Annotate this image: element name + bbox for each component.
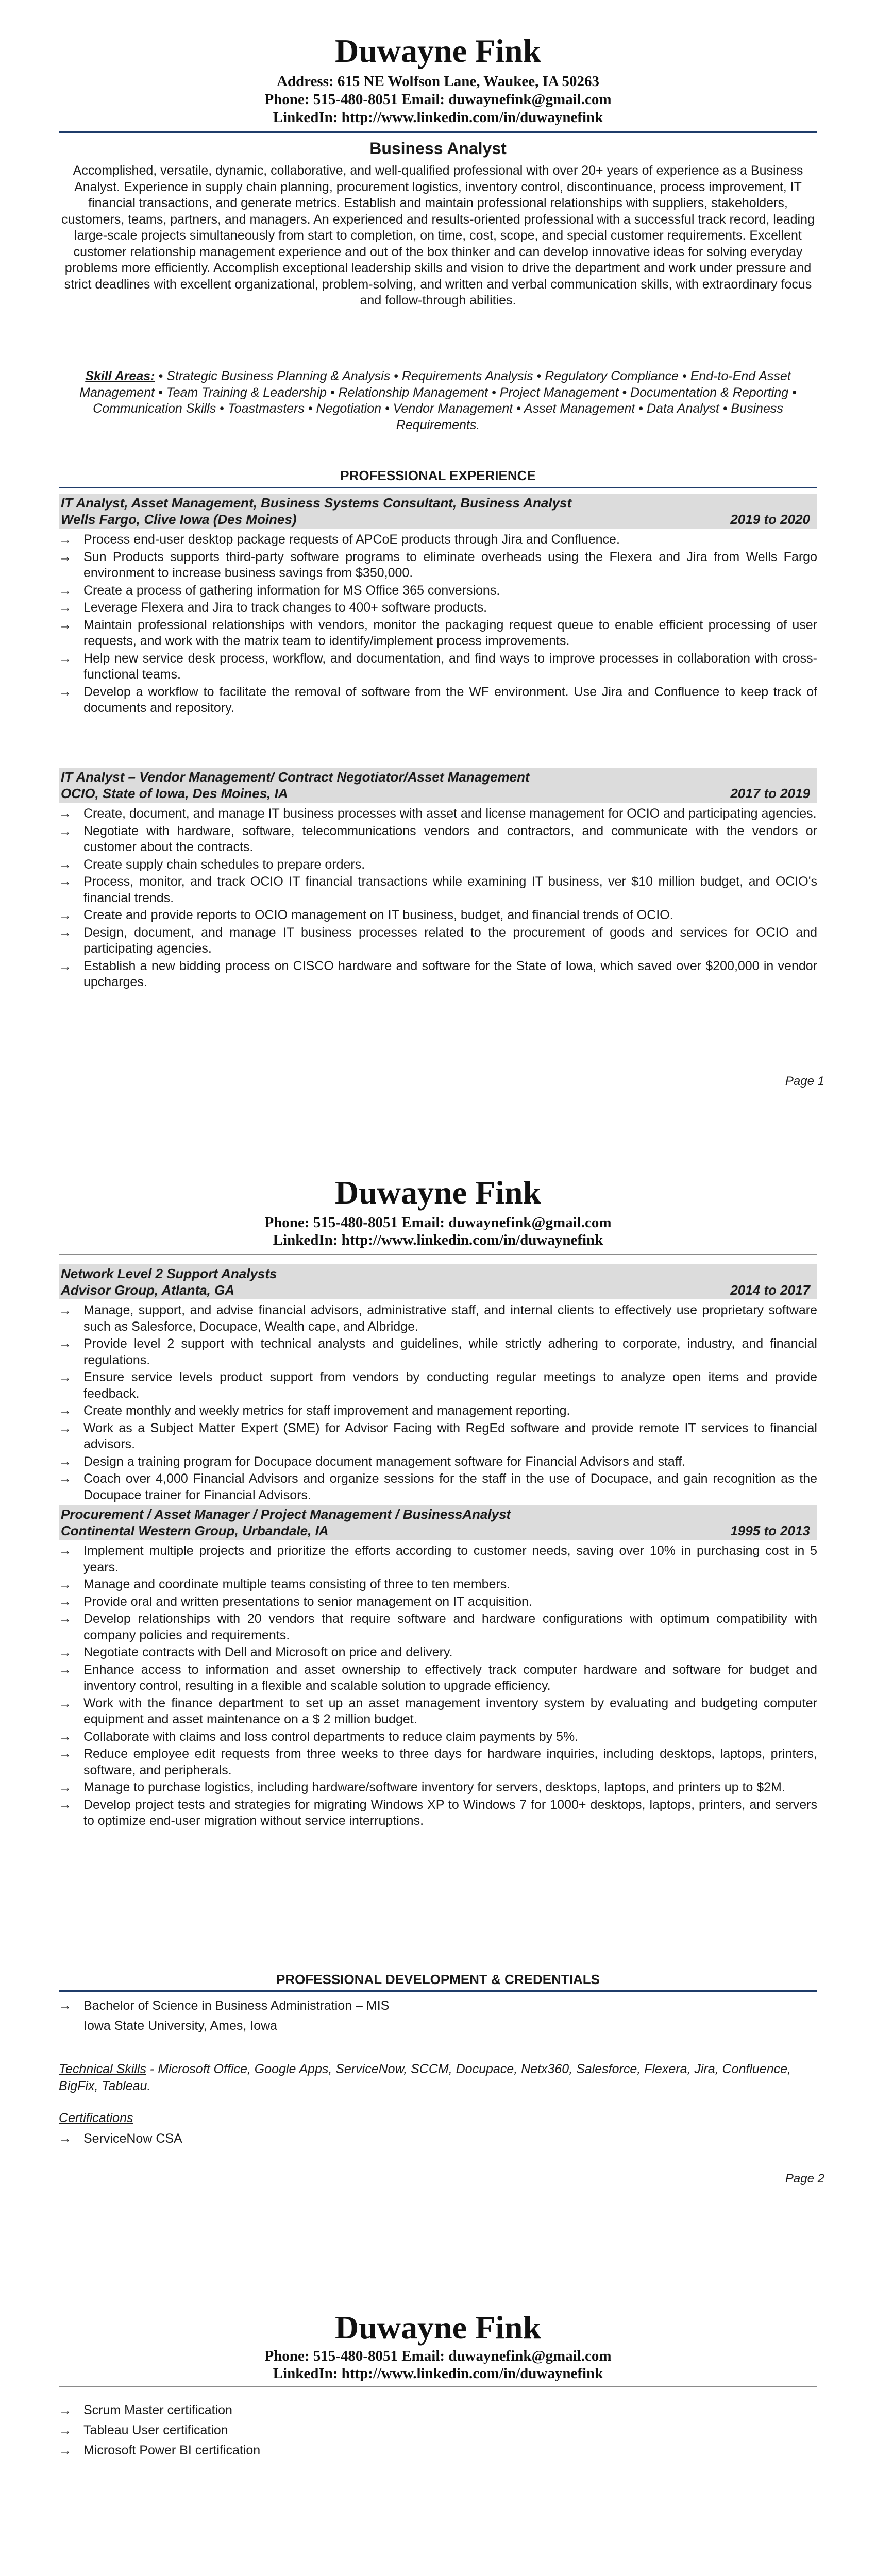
bullet-item: → Enhance access to information and asset ownership to effectively track computer hardware and software for budget and inventory control, resulting in a flexible and scalable solution to upgrade efficiency. [59, 1662, 817, 1693]
credentials-divider [59, 1990, 817, 1992]
job-entry [59, 768, 817, 992]
arrow-icon: → [59, 583, 72, 598]
job-bullets [59, 806, 817, 991]
arrow-icon: → [59, 2131, 72, 2146]
bullet-item: → Provide level 2 support with technical analysts and guidelines, while strictly adhering to corporate, industry, and financial regulations. [59, 1336, 817, 1367]
summary-paragraph: Accomplished, versatile, dynamic, collaborative, and well-qualified professional with over 20+ years of experience as a Business Analyst. Experience in supply chain planning, procurement logistics, inventory control, discontinuance, process improvement, IT financial transactions, and generate metrics. Establish and maintain professional relationships with suppliers, stakeholders, customers, teams, partners, and managers. An experienced and results-oriented professional with a successful track record, leading large-scale projects simultaneously from start to completion, on time, cost, scope, and special customer requirements. Excellent customer relationship management experience and out of the box thinker and can develop innovative ideas for solving everyday problems more efficiently. Accomplish exceptional leadership skills and vision to drive the department and work under pressure and strict deadlines with excellent organizational, problem-solving, and written and verbal communication skills, with extraordinary focus and follow-through abilities. [61, 163, 815, 308]
bullet-item: → Maintain professional relationships with vendors, monitor the packaging request queue to enable efficient processing of user requests, and work with the matrix team to identify/implement process improvements. [59, 617, 817, 648]
job-dates: 2017 to 2019 [730, 786, 810, 801]
linkedin-line: LinkedIn: http://www.linkedin.com/in/duwaynefink [273, 1232, 603, 1248]
bullet-item: → Create monthly and weekly metrics for staff improvement and management reporting. [59, 1403, 817, 1419]
bullet-item: → Leverage Flexera and Jira to track changes to 400+ software products. [59, 600, 817, 616]
job-bullets [59, 1302, 817, 1503]
arrow-icon: → [59, 1403, 72, 1418]
arrow-icon: → [59, 1420, 72, 1435]
arrow-icon: → [59, 874, 72, 889]
bullet-item: → Sun Products supports third-party software programs to eliminate overheads using the Flexera and Jira from Wells Fargo environment to increase business savings from $350,000. [59, 549, 817, 580]
header-divider [59, 1254, 817, 1255]
header-divider [59, 2386, 817, 2387]
resume-page-3 [0, 2267, 876, 2576]
job-company: OCIO, State of Iowa, Des Moines, IA [61, 786, 288, 801]
job-header [59, 494, 817, 529]
bullet-item: → Coach over 4,000 Financial Advisors and organize sessions for the staff in the use of Docupace, and gain recognition as the Docupace trainer for Financial Advisors. [59, 1471, 817, 1502]
arrow-icon: → [59, 1577, 72, 1591]
job-header [59, 1264, 817, 1299]
bullet-item: → Develop a workflow to facilitate the removal of software from the WF environment. Use Jira and Confluence to keep track of documents and repository. [59, 684, 817, 715]
arrow-icon: → [59, 2443, 72, 2458]
arrow-icon: → [59, 1998, 72, 2013]
job-bullets [59, 1543, 817, 1829]
arrow-icon: → [59, 1747, 72, 1761]
technical-skills-text: - Microsoft Office, Google Apps, ServiceNow, SCCM, Docupace, Netx360, Salesforce, Flexera, Jira, Confluence, BigFix, Tableau. [59, 2062, 791, 2093]
bullet-item: → Help new service desk process, workflow, and documentation, and find ways to improve processes in collaboration with cross-functional teams. [59, 651, 817, 682]
arrow-icon: → [59, 1696, 72, 1710]
bullet-item: → Implement multiple projects and prioritize the efforts according to customer needs, saving over 10% in purchasing cost in 5 years. [59, 1544, 817, 1574]
job-entry [59, 1505, 817, 1831]
bullet-item: → Develop project tests and strategies for migrating Windows XP to Windows 7 for 1000+ desktops, laptops, printers, and servers to optimize end-user migration without service interruptions. [59, 1797, 817, 1828]
linkedin-line: LinkedIn: http://www.linkedin.com/in/duwaynefink [273, 2365, 603, 2382]
arrow-icon: → [59, 1729, 72, 1744]
arrow-icon: → [59, 1612, 72, 1626]
bullet-item: → Create and provide reports to OCIO management on IT business, budget, and financial trends of OCIO. [59, 907, 817, 924]
arrow-icon: → [59, 958, 72, 973]
certification-item: → Scrum Master certification [59, 2403, 232, 2417]
degree-text: Bachelor of Science in Business Administration – MIS [83, 1998, 390, 2013]
resume-page-2 [0, 1133, 876, 2267]
technical-skills-label: Technical Skills [59, 2062, 146, 2076]
arrow-icon: → [59, 823, 72, 838]
bullet-item: → Manage, support, and advise financial advisors, administrative staff, and internal clients to effectively use proprietary software such as Salesforce, Docupace, Wealth cape, and Albridge. [59, 1303, 817, 1334]
arrow-icon: → [59, 651, 72, 666]
job-title: IT Analyst, Asset Management, Business Systems Consultant, Business Analyst [61, 495, 572, 511]
arrow-icon: → [59, 1780, 72, 1794]
bullet-item: → Process, monitor, and track OCIO IT financial transactions while examining IT business, ver $10 million budget, and OCIO's financial trends. [59, 874, 817, 905]
page-number: Page 1 [785, 1074, 824, 1088]
page-number: Page 2 [785, 2172, 824, 2185]
bullet-item: → Provide oral and written presentations to senior management on IT acquisition. [59, 1594, 817, 1611]
skill-areas [60, 368, 816, 433]
degree-item [59, 1998, 389, 2014]
bullet-item: → Manage to purchase logistics, including hardware/software inventory for servers, desktops, laptops, and printers up to $2M. [59, 1780, 817, 1796]
resume-page-1 [0, 0, 876, 1133]
phone-email-line: Phone: 515-480-8051 Email: duwaynefink@gmail.com [264, 2348, 612, 2364]
arrow-icon: → [59, 925, 72, 940]
bullet-item: → Create, document, and manage IT business processes with asset and license management for OCIO and participating agencies. [59, 806, 817, 822]
candidate-name: Duwayne Fink [334, 32, 542, 69]
arrow-icon: → [59, 2423, 72, 2437]
arrow-icon: → [59, 617, 72, 632]
arrow-icon: → [59, 684, 72, 699]
arrow-icon: → [59, 532, 72, 547]
credentials-heading: PROFESSIONAL DEVELOPMENT & CREDENTIALS [276, 1972, 600, 1987]
bullet-item: → Ensure service levels product support from vendors by conducting regular meetings to analyze open items and provide feedback. [59, 1370, 817, 1401]
certification-item: → ServiceNow CSA [59, 2131, 182, 2146]
job-header [59, 1505, 817, 1540]
technical-skills [59, 2061, 817, 2095]
job-company: Advisor Group, Atlanta, GA [61, 1282, 235, 1298]
header-divider [59, 131, 817, 133]
bullet-item: → Establish a new bidding process on CISCO hardware and software for the State of Iowa, which saved over $200,000 in vendor upcharges. [59, 958, 817, 989]
arrow-icon: → [59, 1645, 72, 1659]
bullet-item: → Collaborate with claims and loss control departments to reduce claim payments by 5%. [59, 1729, 817, 1745]
candidate-name: Duwayne Fink [334, 1174, 542, 1211]
job-entry [59, 1264, 817, 1504]
arrow-icon: → [59, 806, 72, 821]
professional-title: Business Analyst [369, 139, 507, 158]
arrow-icon: → [59, 1303, 72, 1317]
skill-areas-label: Skill Areas: [85, 369, 155, 383]
job-dates: 2014 to 2017 [730, 1282, 810, 1298]
arrow-icon: → [59, 1370, 72, 1384]
bullet-item: → Create supply chain schedules to prepare orders. [59, 857, 817, 873]
arrow-icon: → [59, 2403, 72, 2417]
job-bullets [59, 532, 817, 717]
bullet-item: → Create a process of gathering information for MS Office 365 conversions. [59, 583, 817, 599]
arrow-icon: → [59, 1797, 72, 1812]
bullet-item: → Develop relationships with 20 vendors that require software and hardware configurations with optimum compatibility with company policies and requirements. [59, 1612, 817, 1642]
job-title: Network Level 2 Support Analysts [61, 1266, 277, 1281]
bullet-item: → Process end-user desktop package requests of APCoE products through Jira and Confluence. [59, 532, 817, 548]
job-header [59, 768, 817, 803]
linkedin-line: LinkedIn: http://www.linkedin.com/in/duwaynefink [273, 109, 603, 126]
bullet-item: → Reduce employee edit requests from three weeks to three days for hardware inquiries, including desktops, laptops, printers, software, and peripherals. [59, 1747, 817, 1777]
phone-email-line: Phone: 515-480-8051 Email: duwaynefink@gmail.com [264, 91, 612, 108]
arrow-icon: → [59, 908, 72, 922]
job-dates: 1995 to 2013 [730, 1523, 810, 1538]
arrow-icon: → [59, 549, 72, 564]
arrow-icon: → [59, 1544, 72, 1558]
arrow-icon: → [59, 1594, 72, 1609]
arrow-icon: → [59, 1471, 72, 1486]
bullet-item: → Manage and coordinate multiple teams consisting of three to ten members. [59, 1577, 817, 1593]
bullet-item: → Negotiate with hardware, software, telecommunications vendors and contractors, and communicate with the vendors or customer about the contracts. [59, 823, 817, 854]
experience-heading: PROFESSIONAL EXPERIENCE [340, 468, 536, 483]
bullet-item: → Work as a Subject Matter Expert (SME) for Advisor Facing with RegEd software and provide remote IT services to financial advisors. [59, 1420, 817, 1451]
bullet-item: → Negotiate contracts with Dell and Microsoft on price and delivery. [59, 1645, 817, 1661]
phone-email-line: Phone: 515-480-8051 Email: duwaynefink@gmail.com [264, 1214, 612, 1231]
address-line: Address: 615 NE Wolfson Lane, Waukee, IA 50263 [276, 73, 600, 90]
skill-areas-text: • Strategic Business Planning & Analysis • Requirements Analysis • Regulatory Compliance • End-to-End Asset Management • Team Training & Leadership • Relationship Management • Project Management • Documentation & Reporting • Communication Skills • Toastmasters • Negotiation • Vendor Management • Asset Management • Data Analyst • Business Requirements. [79, 369, 797, 432]
arrow-icon: → [59, 1454, 72, 1469]
certifications-heading: Certifications [59, 2111, 133, 2125]
bullet-item: → Design, document, and manage IT business processes related to the procurement of goods and services for OCIO and participating agencies. [59, 925, 817, 956]
arrow-icon: → [59, 1336, 72, 1351]
experience-divider [59, 487, 817, 488]
arrow-icon: → [59, 1662, 72, 1677]
job-title: Procurement / Asset Manager / Project Management / BusinessAnalyst [61, 1506, 511, 1522]
job-company: Wells Fargo, Clive Iowa (Des Moines) [61, 512, 297, 527]
job-entry [59, 494, 817, 718]
school-text: Iowa State University, Ames, Iowa [83, 2019, 278, 2033]
arrow-icon: → [59, 857, 72, 872]
certification-item: → Microsoft Power BI certification [59, 2443, 261, 2458]
candidate-name: Duwayne Fink [334, 2309, 542, 2346]
job-dates: 2019 to 2020 [730, 512, 810, 527]
bullet-item: → Work with the finance department to set up an asset management inventory system by evaluating and budgeting computer equipment and asset maintenance on a $ 2 million budget. [59, 1696, 817, 1726]
job-title: IT Analyst – Vendor Management/ Contract Negotiator/Asset Management [61, 769, 530, 785]
certification-item: → Tableau User certification [59, 2423, 228, 2437]
bullet-item: → Design a training program for Docupace document management software for Financial Advisors and staff. [59, 1454, 817, 1470]
job-company: Continental Western Group, Urbandale, IA [61, 1523, 329, 1538]
arrow-icon: → [59, 600, 72, 615]
